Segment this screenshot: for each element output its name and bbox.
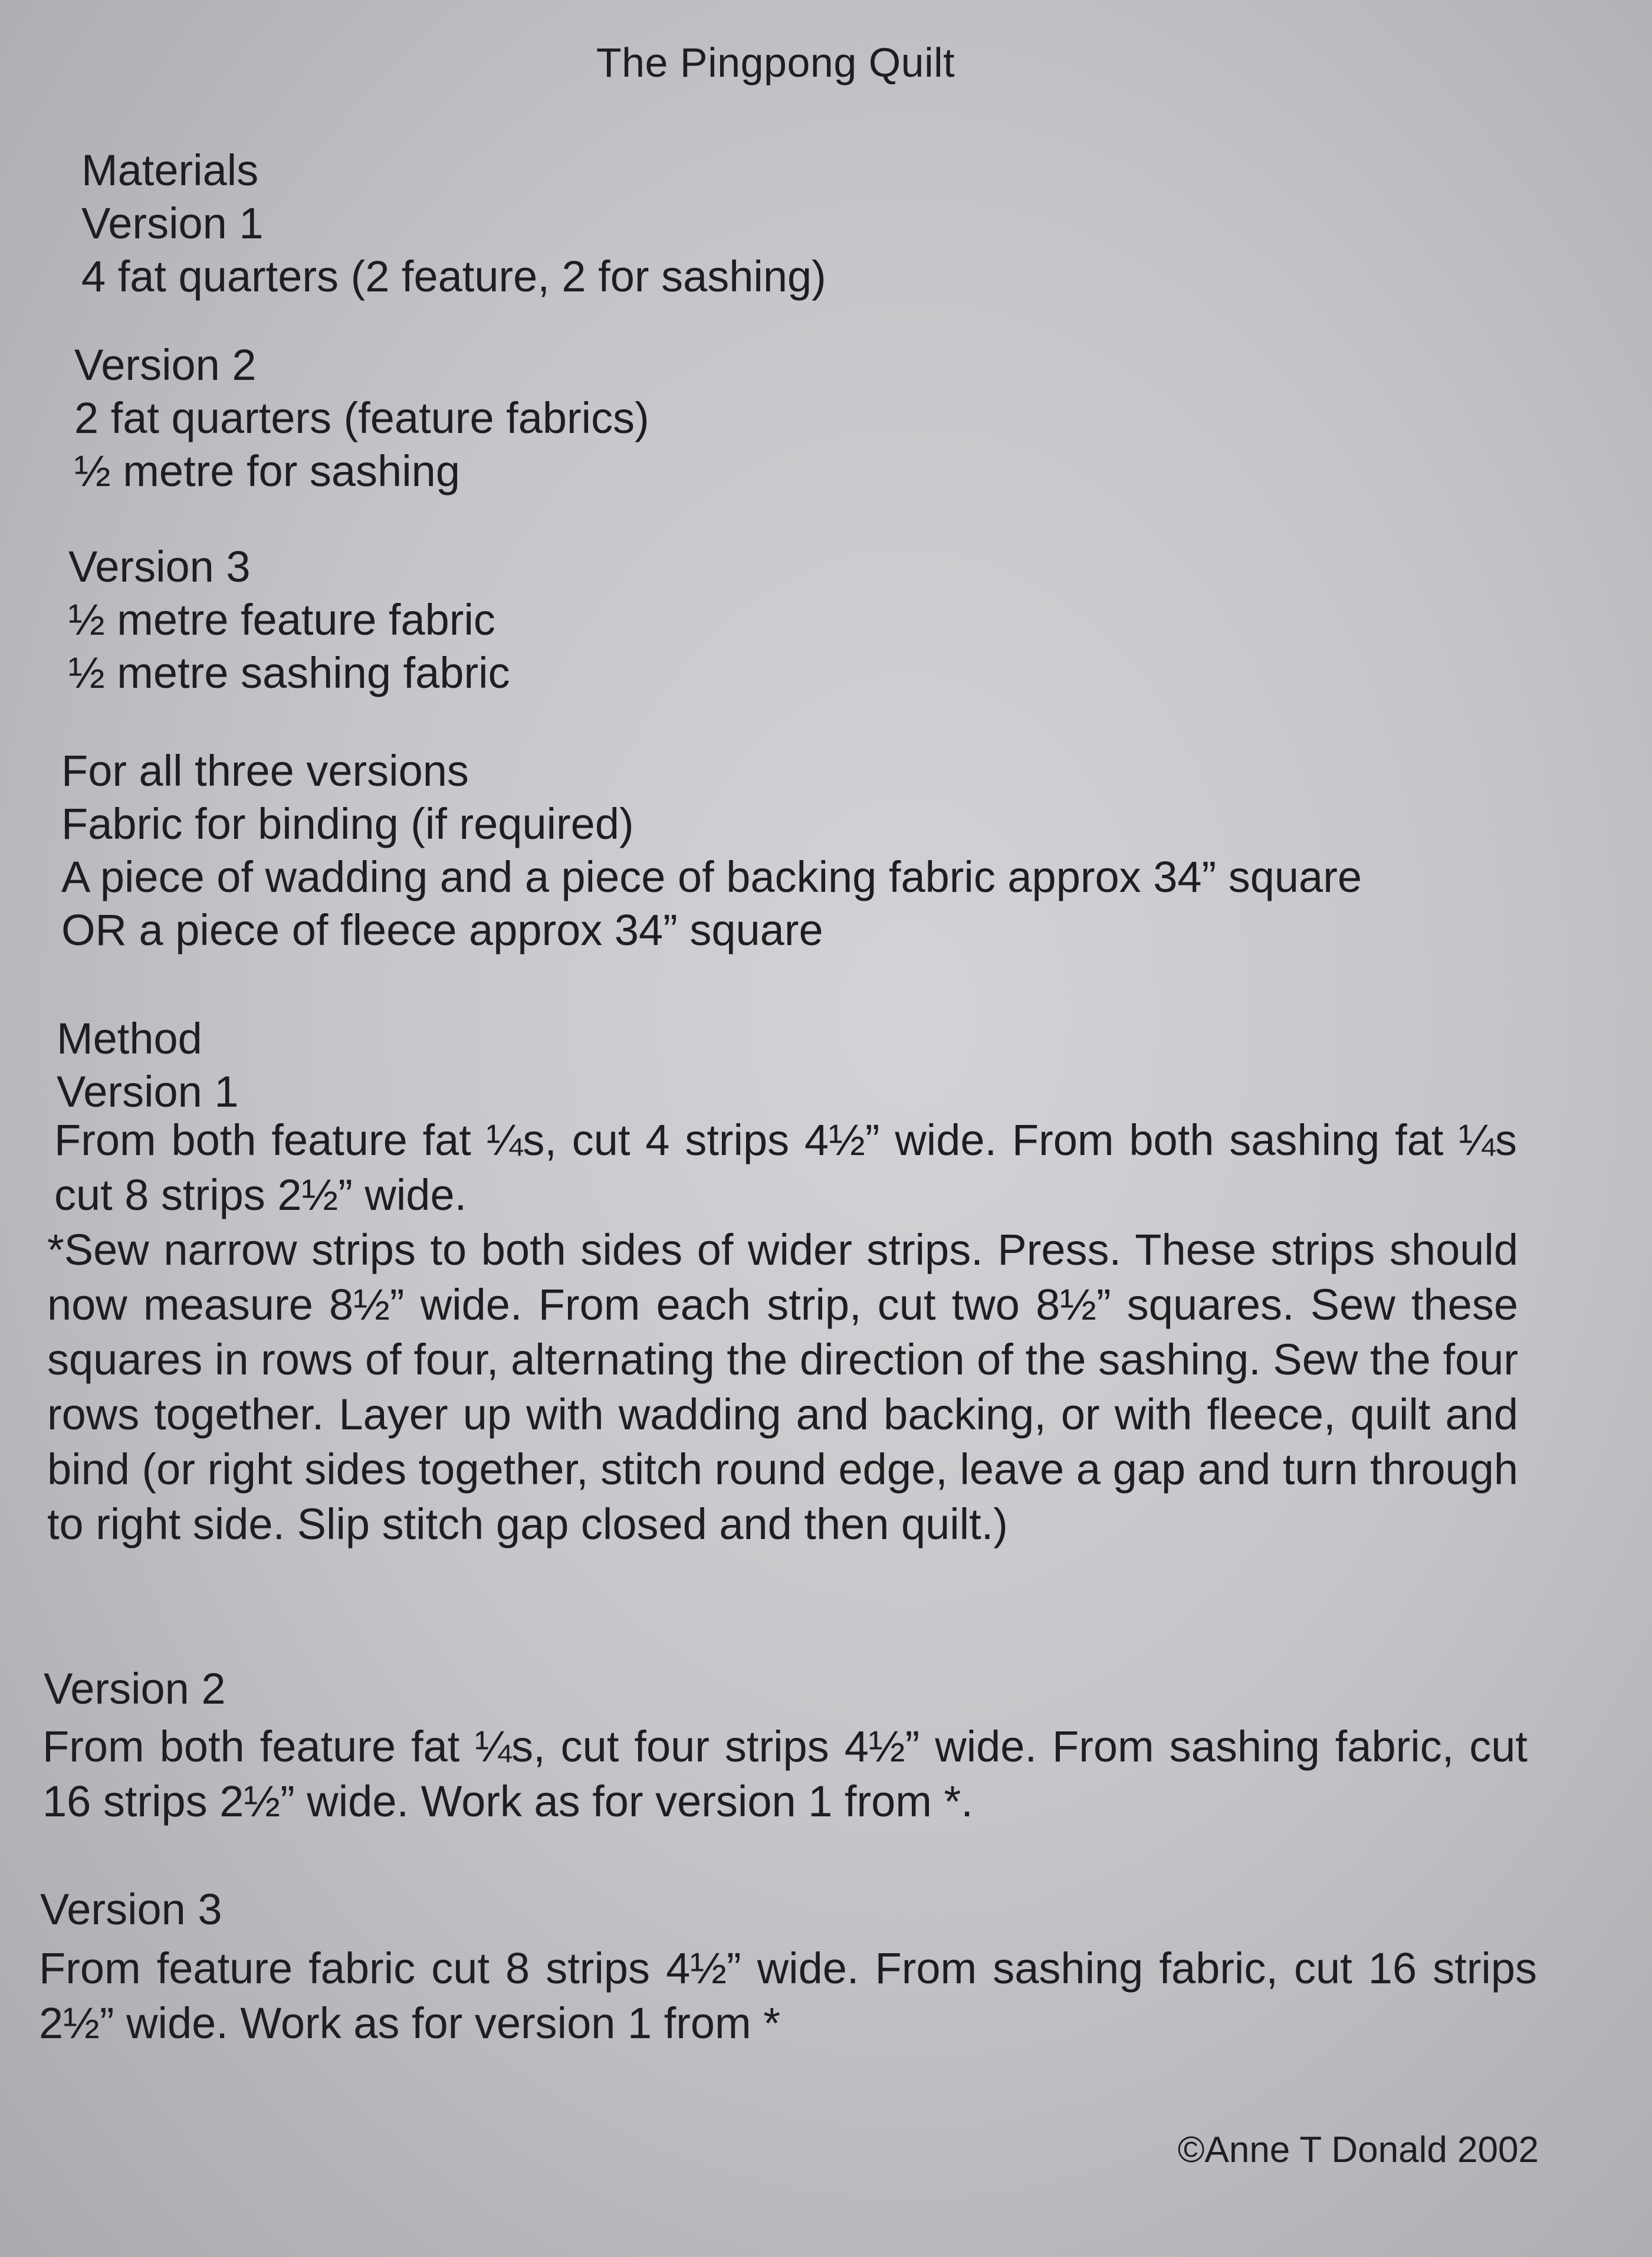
materials-version1-section — [81, 144, 826, 303]
all-versions-label: For all three versions — [61, 746, 469, 795]
materials-version1-item: 4 fat quarters (2 feature, 2 for sashing) — [81, 252, 826, 301]
materials-version2-item: ½ metre for sashing — [74, 447, 460, 496]
materials-heading: Materials — [81, 146, 259, 195]
materials-version3-item: ½ metre feature fabric — [68, 595, 495, 644]
materials-version2-section — [74, 339, 649, 498]
materials-version3-section — [68, 540, 510, 700]
copyright-notice: ©Anne T Donald 2002 — [1177, 2130, 1539, 2170]
method-header — [57, 1012, 239, 1118]
materials-version1-label: Version 1 — [81, 199, 264, 248]
method-version1-paragraph2: *Sew narrow strips to both sides of wider strips. Press. These strips should now measure 8½” wide. From each strip, cut two 8½” squares. Sew these squares in rows of four, alternating the direction of the sashing. Sew the four rows together. Layer up with wadding and backing, or with fleece, quilt and bind (or right sides together, stitch round edge, leave a gap and turn through to right side. Slip stitch gap closed and then quilt.) — [47, 1225, 1518, 1549]
all-versions-item: A piece of wadding and a piece of backing fabric approx 34” square — [61, 852, 1362, 901]
method-version3-label: Version 3 — [40, 1885, 222, 1934]
materials-version2-item: 2 fat quarters (feature fabrics) — [74, 393, 649, 442]
materials-all-versions-section — [61, 744, 1362, 957]
method-heading: Method — [57, 1014, 202, 1063]
all-versions-item: Fabric for binding (if required) — [61, 799, 634, 848]
all-versions-item: OR a piece of fleece approx 34” square — [61, 906, 823, 954]
materials-version3-label: Version 3 — [68, 542, 251, 591]
materials-version3-item: ½ metre sashing fabric — [68, 648, 510, 697]
method-version1-paragraph1: From both feature fat ¼s, cut 4 strips 4½” wide. From both sashing fat ¼s cut 8 strips 2½” wide. — [54, 1116, 1517, 1219]
page-title: The Pingpong Quilt — [596, 40, 955, 86]
method-version1-label: Version 1 — [57, 1067, 239, 1116]
materials-version2-label: Version 2 — [74, 340, 257, 389]
method-version3-paragraph: From feature fabric cut 8 strips 4½” wide. From sashing fabric, cut 16 strips 2½” wide. Work as for version 1 from * — [39, 1944, 1537, 2048]
method-version2-paragraph: From both feature fat ¼s, cut four strips 4½” wide. From sashing fabric, cut 16 strips 2½” wide. Work as for version 1 from *. — [42, 1722, 1528, 1826]
method-version2-label: Version 2 — [44, 1664, 226, 1713]
